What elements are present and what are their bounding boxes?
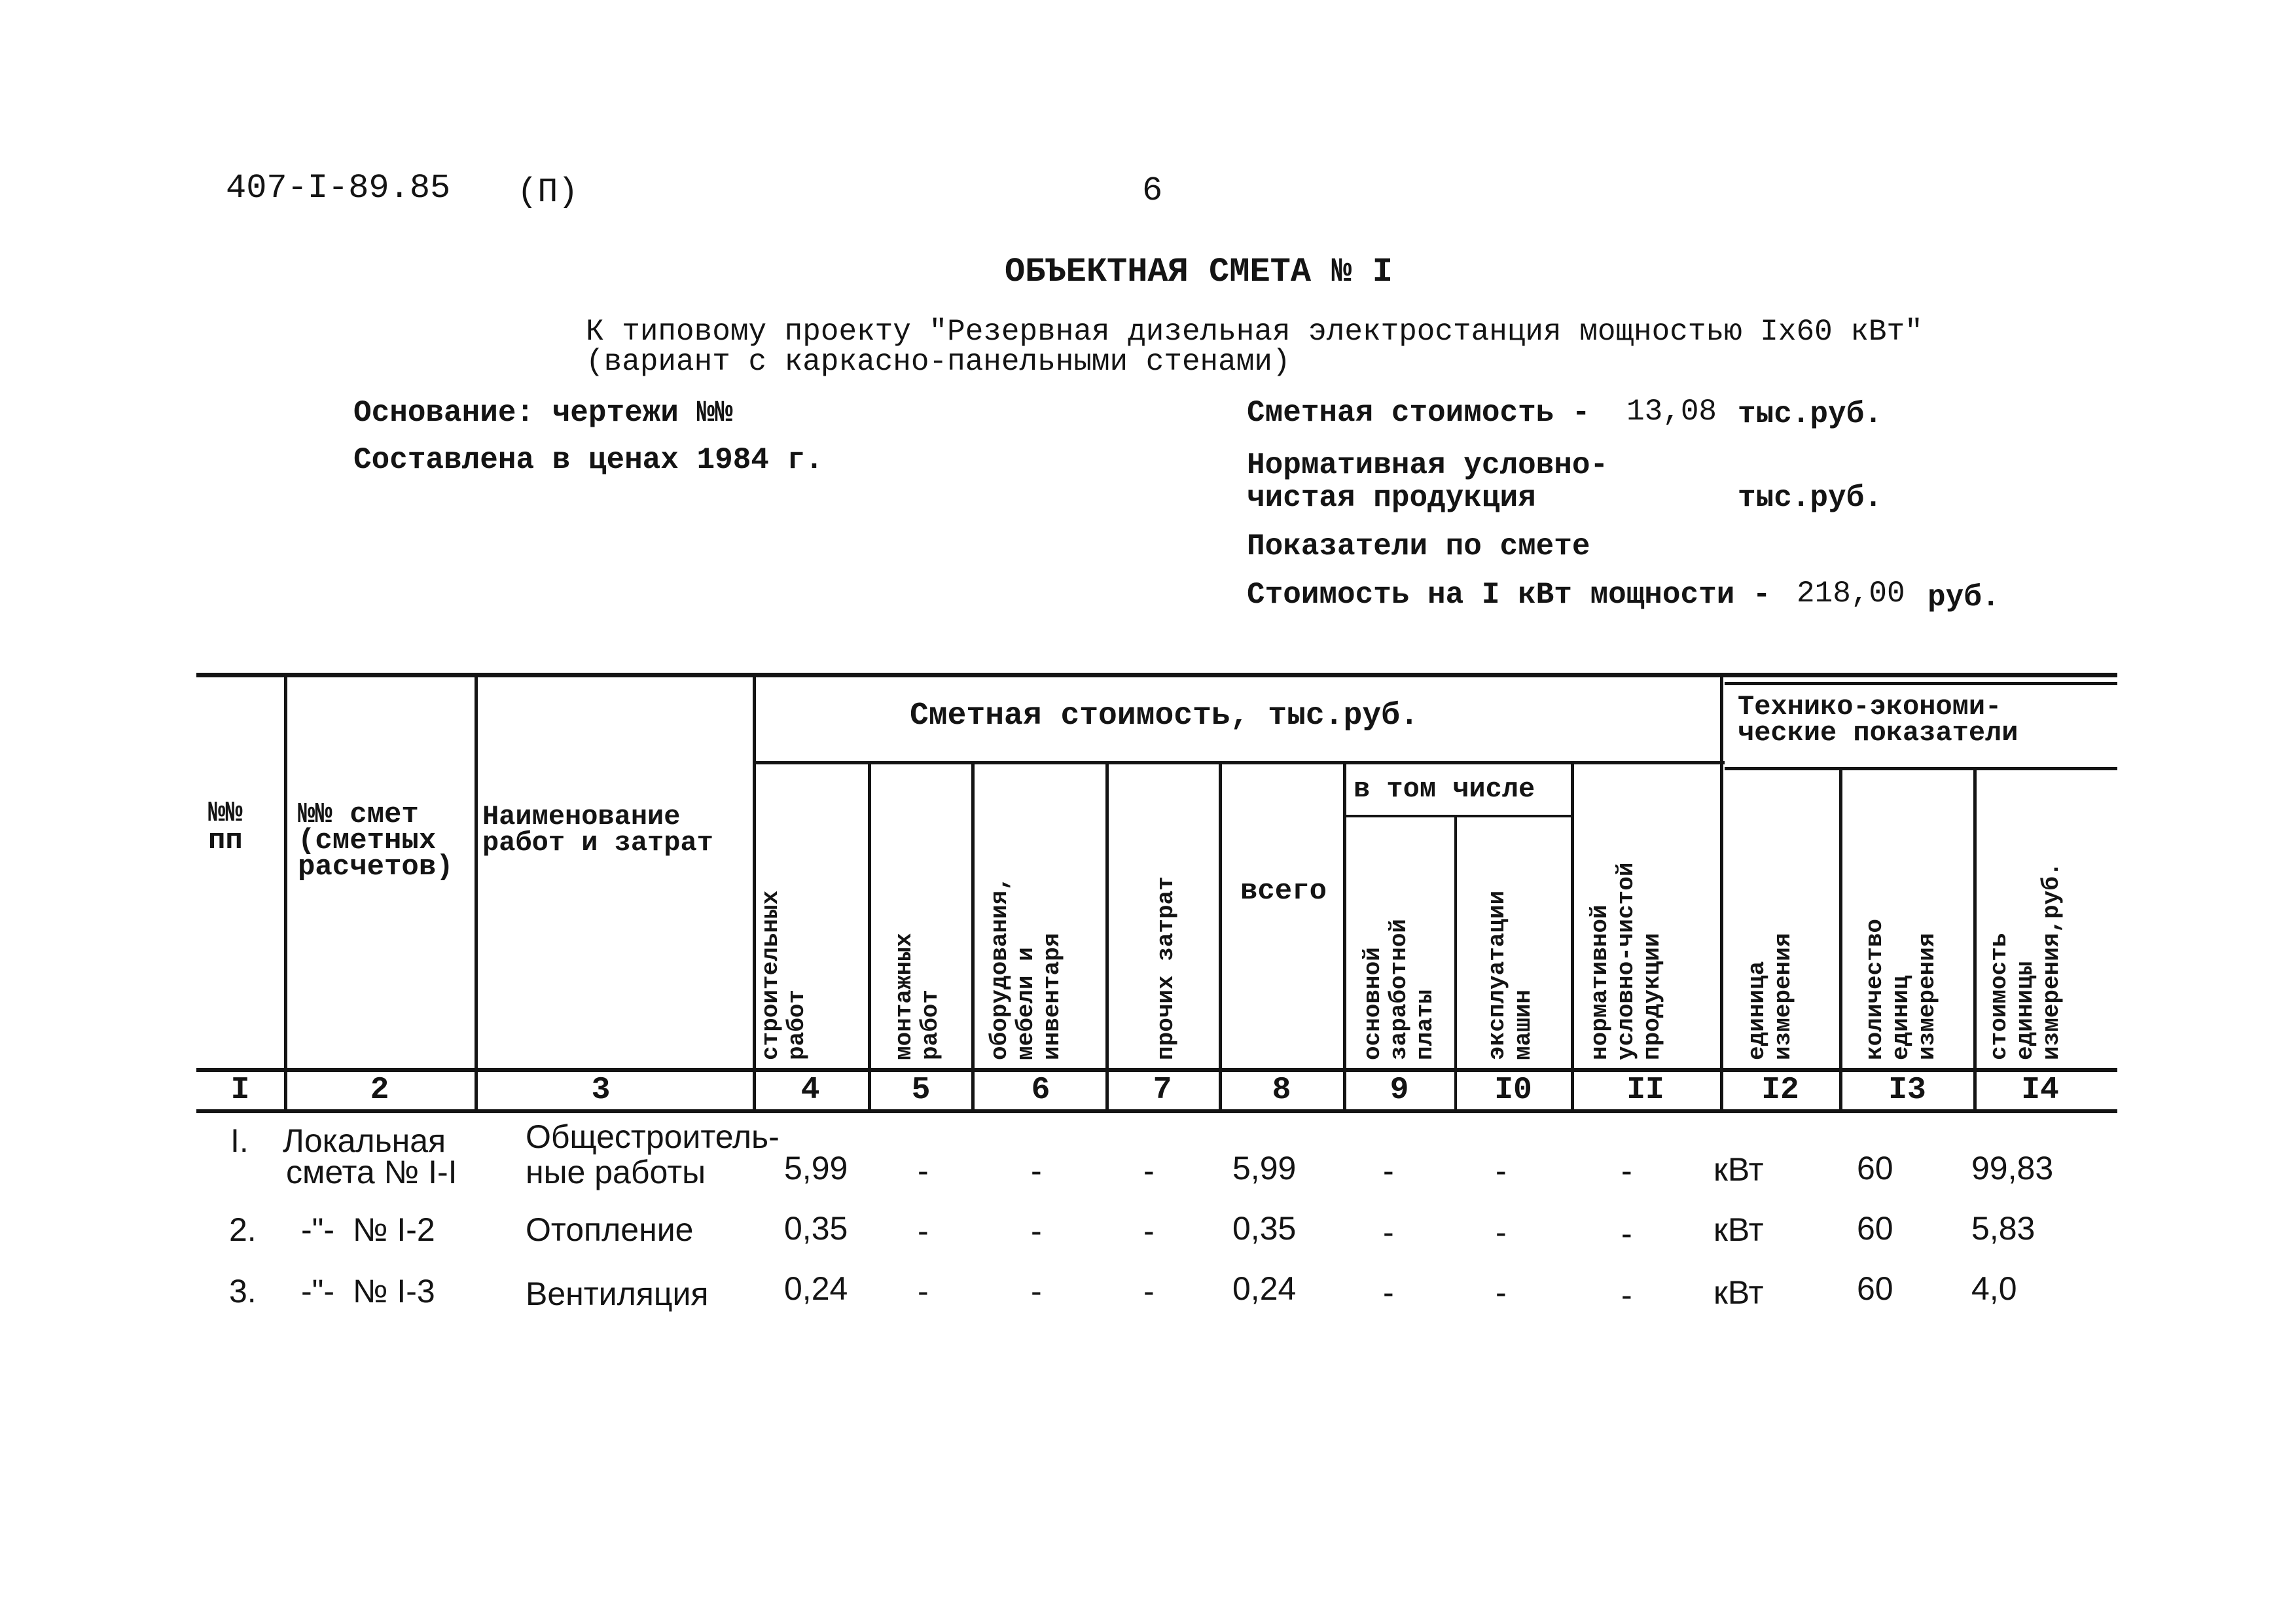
row-number: I. — [230, 1122, 249, 1159]
row-estimate-ref-line-2: смета № I-I — [286, 1154, 457, 1190]
column-number: I3 — [1888, 1073, 1926, 1108]
row-estimate-ref: -"- № I-3 — [301, 1273, 435, 1310]
subtitle-line-1: К типовому проекту "Резервная дизельная электростанция мощностью Iх60 кВт" — [586, 315, 1923, 349]
tech-group-top-border — [1725, 682, 2117, 685]
cell-unit: кВт — [1713, 1151, 1764, 1188]
cost-value: 13,08 — [1626, 395, 1717, 429]
col-divider — [284, 674, 287, 1113]
cost-label: Сметная стоимость - — [1247, 396, 1590, 430]
per-kw-value: 218,00 — [1797, 577, 1905, 611]
norm-label-line-2: чистая продукция — [1247, 481, 1536, 515]
column-number: 3 — [591, 1073, 611, 1108]
header-including: в том числе — [1354, 774, 1535, 805]
header-col-installation: монтажных работ — [891, 933, 944, 1060]
col-divider — [1839, 767, 1842, 1113]
col-divider — [1571, 762, 1574, 1113]
header-cost-group: Сметная стоимость, тыс.руб. — [910, 698, 1419, 734]
column-number: 6 — [1031, 1073, 1050, 1108]
cost-subheader-border — [754, 761, 1725, 764]
prices-text: Составлена в ценах 1984 г. — [353, 443, 823, 477]
cell-unit-cost: 4,0 — [1971, 1270, 2017, 1307]
cell-total: 0,24 — [1232, 1270, 1297, 1307]
cell-unit: кВт — [1713, 1211, 1764, 1248]
row-work-name-line-2: ные работы — [526, 1154, 706, 1190]
header-bottom-border — [196, 1068, 2117, 1072]
col-divider — [1973, 767, 1977, 1113]
cell-base-wages: - — [1383, 1274, 1394, 1311]
header-tech-group: Технико-экономи- ческие показатели — [1738, 691, 2018, 749]
row-number: 2. — [229, 1211, 257, 1248]
per-kw-unit: руб. — [1928, 580, 2000, 615]
cell-other-costs: - — [1143, 1213, 1155, 1249]
column-number: I0 — [1494, 1073, 1532, 1108]
header-col-other-costs: прочих затрат — [1153, 876, 1179, 1060]
row-number: 3. — [229, 1273, 257, 1310]
header-col-equipment: оборудования, мебели и инвентаря — [986, 876, 1066, 1060]
column-number: 4 — [800, 1073, 820, 1108]
page-title: ОБЪЕКТНАЯ СМЕТА № I — [1005, 253, 1393, 291]
col-divider — [1105, 762, 1109, 1113]
column-number: 9 — [1390, 1073, 1409, 1108]
cell-unit-cost: 5,83 — [1971, 1210, 2036, 1247]
incl-subheader-border — [1345, 815, 1574, 817]
header-col-base-wages: основной заработной платы — [1359, 918, 1439, 1060]
cell-equipment: - — [1031, 1213, 1042, 1249]
column-number: I2 — [1761, 1073, 1799, 1108]
column-number: 7 — [1153, 1073, 1172, 1108]
column-number: 5 — [911, 1073, 931, 1108]
row-estimate-ref: -"- № I-2 — [301, 1211, 435, 1248]
cell-construction: 0,35 — [784, 1210, 848, 1247]
cell-equipment: - — [1031, 1273, 1042, 1310]
norm-unit: тыс.руб. — [1738, 481, 1882, 515]
cell-quantity: 60 — [1857, 1210, 1893, 1247]
cell-construction: 0,24 — [784, 1270, 848, 1307]
column-number: 2 — [370, 1073, 389, 1108]
column-number: I4 — [2021, 1073, 2059, 1108]
cell-unit-cost: 99,83 — [1971, 1150, 2054, 1186]
cell-unit: кВт — [1713, 1274, 1764, 1311]
indicators-heading: Показатели по смете — [1247, 529, 1590, 563]
basis-text: Основание: чертежи №№ — [353, 396, 733, 430]
col-divider — [753, 674, 756, 1113]
cell-normative-output: - — [1621, 1152, 1632, 1189]
column-number: 8 — [1272, 1073, 1291, 1108]
header-work-name: Наименование работ и затрат — [482, 801, 713, 859]
col-divider — [1720, 674, 1723, 1113]
page-number: 6 — [1142, 171, 1163, 210]
header-col-total: всего — [1240, 875, 1327, 908]
header-row-number: №№ пп — [208, 797, 243, 857]
cell-base-wages: - — [1383, 1214, 1394, 1251]
row-work-name: Общестроитель- — [526, 1118, 780, 1155]
header-estimate-number: №№ смет (сметных расчетов) — [298, 798, 454, 883]
document-part: (П) — [517, 173, 579, 211]
col-divider — [1343, 762, 1346, 1113]
cell-machine-operation: - — [1496, 1152, 1507, 1189]
cell-installation: - — [918, 1273, 929, 1310]
column-number: II — [1626, 1073, 1664, 1108]
col-divider — [868, 762, 871, 1113]
cell-installation: - — [918, 1213, 929, 1249]
col-divider — [1454, 815, 1457, 1113]
cell-installation: - — [918, 1152, 929, 1189]
norm-label-line-1: Нормативная условно- — [1247, 448, 1609, 482]
column-numbers-bottom-border — [196, 1109, 2117, 1113]
header-col-machine-operation: эксплуатации машин — [1484, 890, 1537, 1060]
cell-other-costs: - — [1143, 1152, 1155, 1189]
cell-quantity: 60 — [1857, 1270, 1893, 1307]
row-work-name: Отопление — [526, 1211, 694, 1248]
cell-total: 5,99 — [1232, 1150, 1297, 1186]
col-divider — [1219, 762, 1222, 1113]
cell-machine-operation: - — [1496, 1274, 1507, 1311]
document-code: 407-I-89.85 — [226, 169, 451, 207]
header-col-unit-cost: стоимость единицы измерения,руб. — [1986, 862, 2065, 1060]
per-kw-label: Стоимость на I кВт мощности - — [1247, 578, 1771, 612]
cell-normative-output: - — [1621, 1215, 1632, 1252]
table-top-border — [196, 673, 2117, 677]
cell-other-costs: - — [1143, 1273, 1155, 1310]
col-divider — [475, 674, 478, 1113]
cell-base-wages: - — [1383, 1152, 1394, 1189]
header-col-unit: единица измерения — [1744, 933, 1797, 1060]
col-divider — [971, 762, 975, 1113]
cell-machine-operation: - — [1496, 1214, 1507, 1251]
tech-subheader-border — [1725, 767, 2117, 770]
subtitle-line-2: (вариант с каркасно-панельными стенами) — [586, 345, 1291, 379]
cell-construction: 5,99 — [784, 1150, 848, 1186]
cell-quantity: 60 — [1857, 1150, 1893, 1186]
column-number: I — [230, 1073, 250, 1108]
row-estimate-ref: Локальная — [283, 1122, 446, 1159]
row-work-name: Вентиляция — [526, 1275, 709, 1312]
cost-unit: тыс.руб. — [1738, 397, 1882, 431]
cell-equipment: - — [1031, 1152, 1042, 1189]
header-col-normative-output: нормативной условно-чистой продукции — [1587, 862, 1666, 1060]
cell-normative-output: - — [1621, 1277, 1632, 1313]
header-col-construction: строительных работ — [757, 890, 810, 1060]
header-col-quantity: количество единиц измерения — [1861, 918, 1941, 1060]
cell-total: 0,35 — [1232, 1210, 1297, 1247]
